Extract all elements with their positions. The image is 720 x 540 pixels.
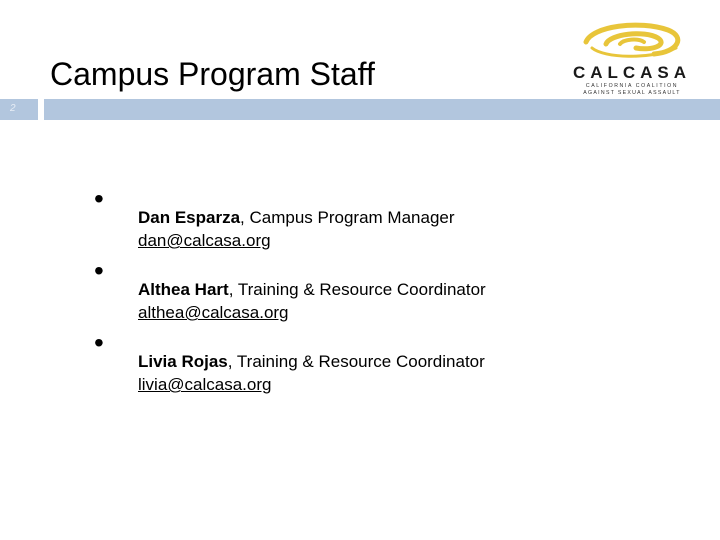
slide-number: 2 (10, 103, 16, 114)
staff-email-link[interactable]: althea@calcasa.org (138, 303, 289, 322)
logo-tagline-line2: AGAINST SEXUAL ASSAULT (583, 90, 681, 96)
staff-name: Dan Esparza (138, 208, 241, 227)
logo-tagline-line1: CALIFORNIA COALITION (585, 83, 679, 89)
calcasa-logo-graphic (570, 18, 694, 100)
slide-number-bar (0, 99, 38, 120)
staff-role: , Campus Program Manager (240, 208, 455, 227)
staff-role: , Training & Resource Coordinator (227, 352, 485, 371)
bullet-icon: • (94, 183, 104, 214)
staff-name: Althea Hart (138, 280, 229, 299)
staff-entry (138, 278, 486, 324)
title-divider-bar (44, 99, 720, 120)
swirl-icon (586, 25, 678, 56)
calcasa-logo (570, 18, 694, 100)
logo-wordmark: CALCASA (572, 63, 692, 82)
staff-entry (138, 350, 485, 396)
slide-title: Campus Program Staff (50, 56, 375, 92)
staff-email-link[interactable]: dan@calcasa.org (138, 231, 271, 250)
staff-role: , Training & Resource Coordinator (228, 280, 486, 299)
bullet-icon: • (94, 255, 104, 286)
bullet-icon: • (94, 327, 104, 358)
staff-email-link[interactable]: livia@calcasa.org (138, 375, 272, 394)
staff-entry (138, 206, 455, 252)
staff-name: Livia Rojas (138, 352, 228, 371)
